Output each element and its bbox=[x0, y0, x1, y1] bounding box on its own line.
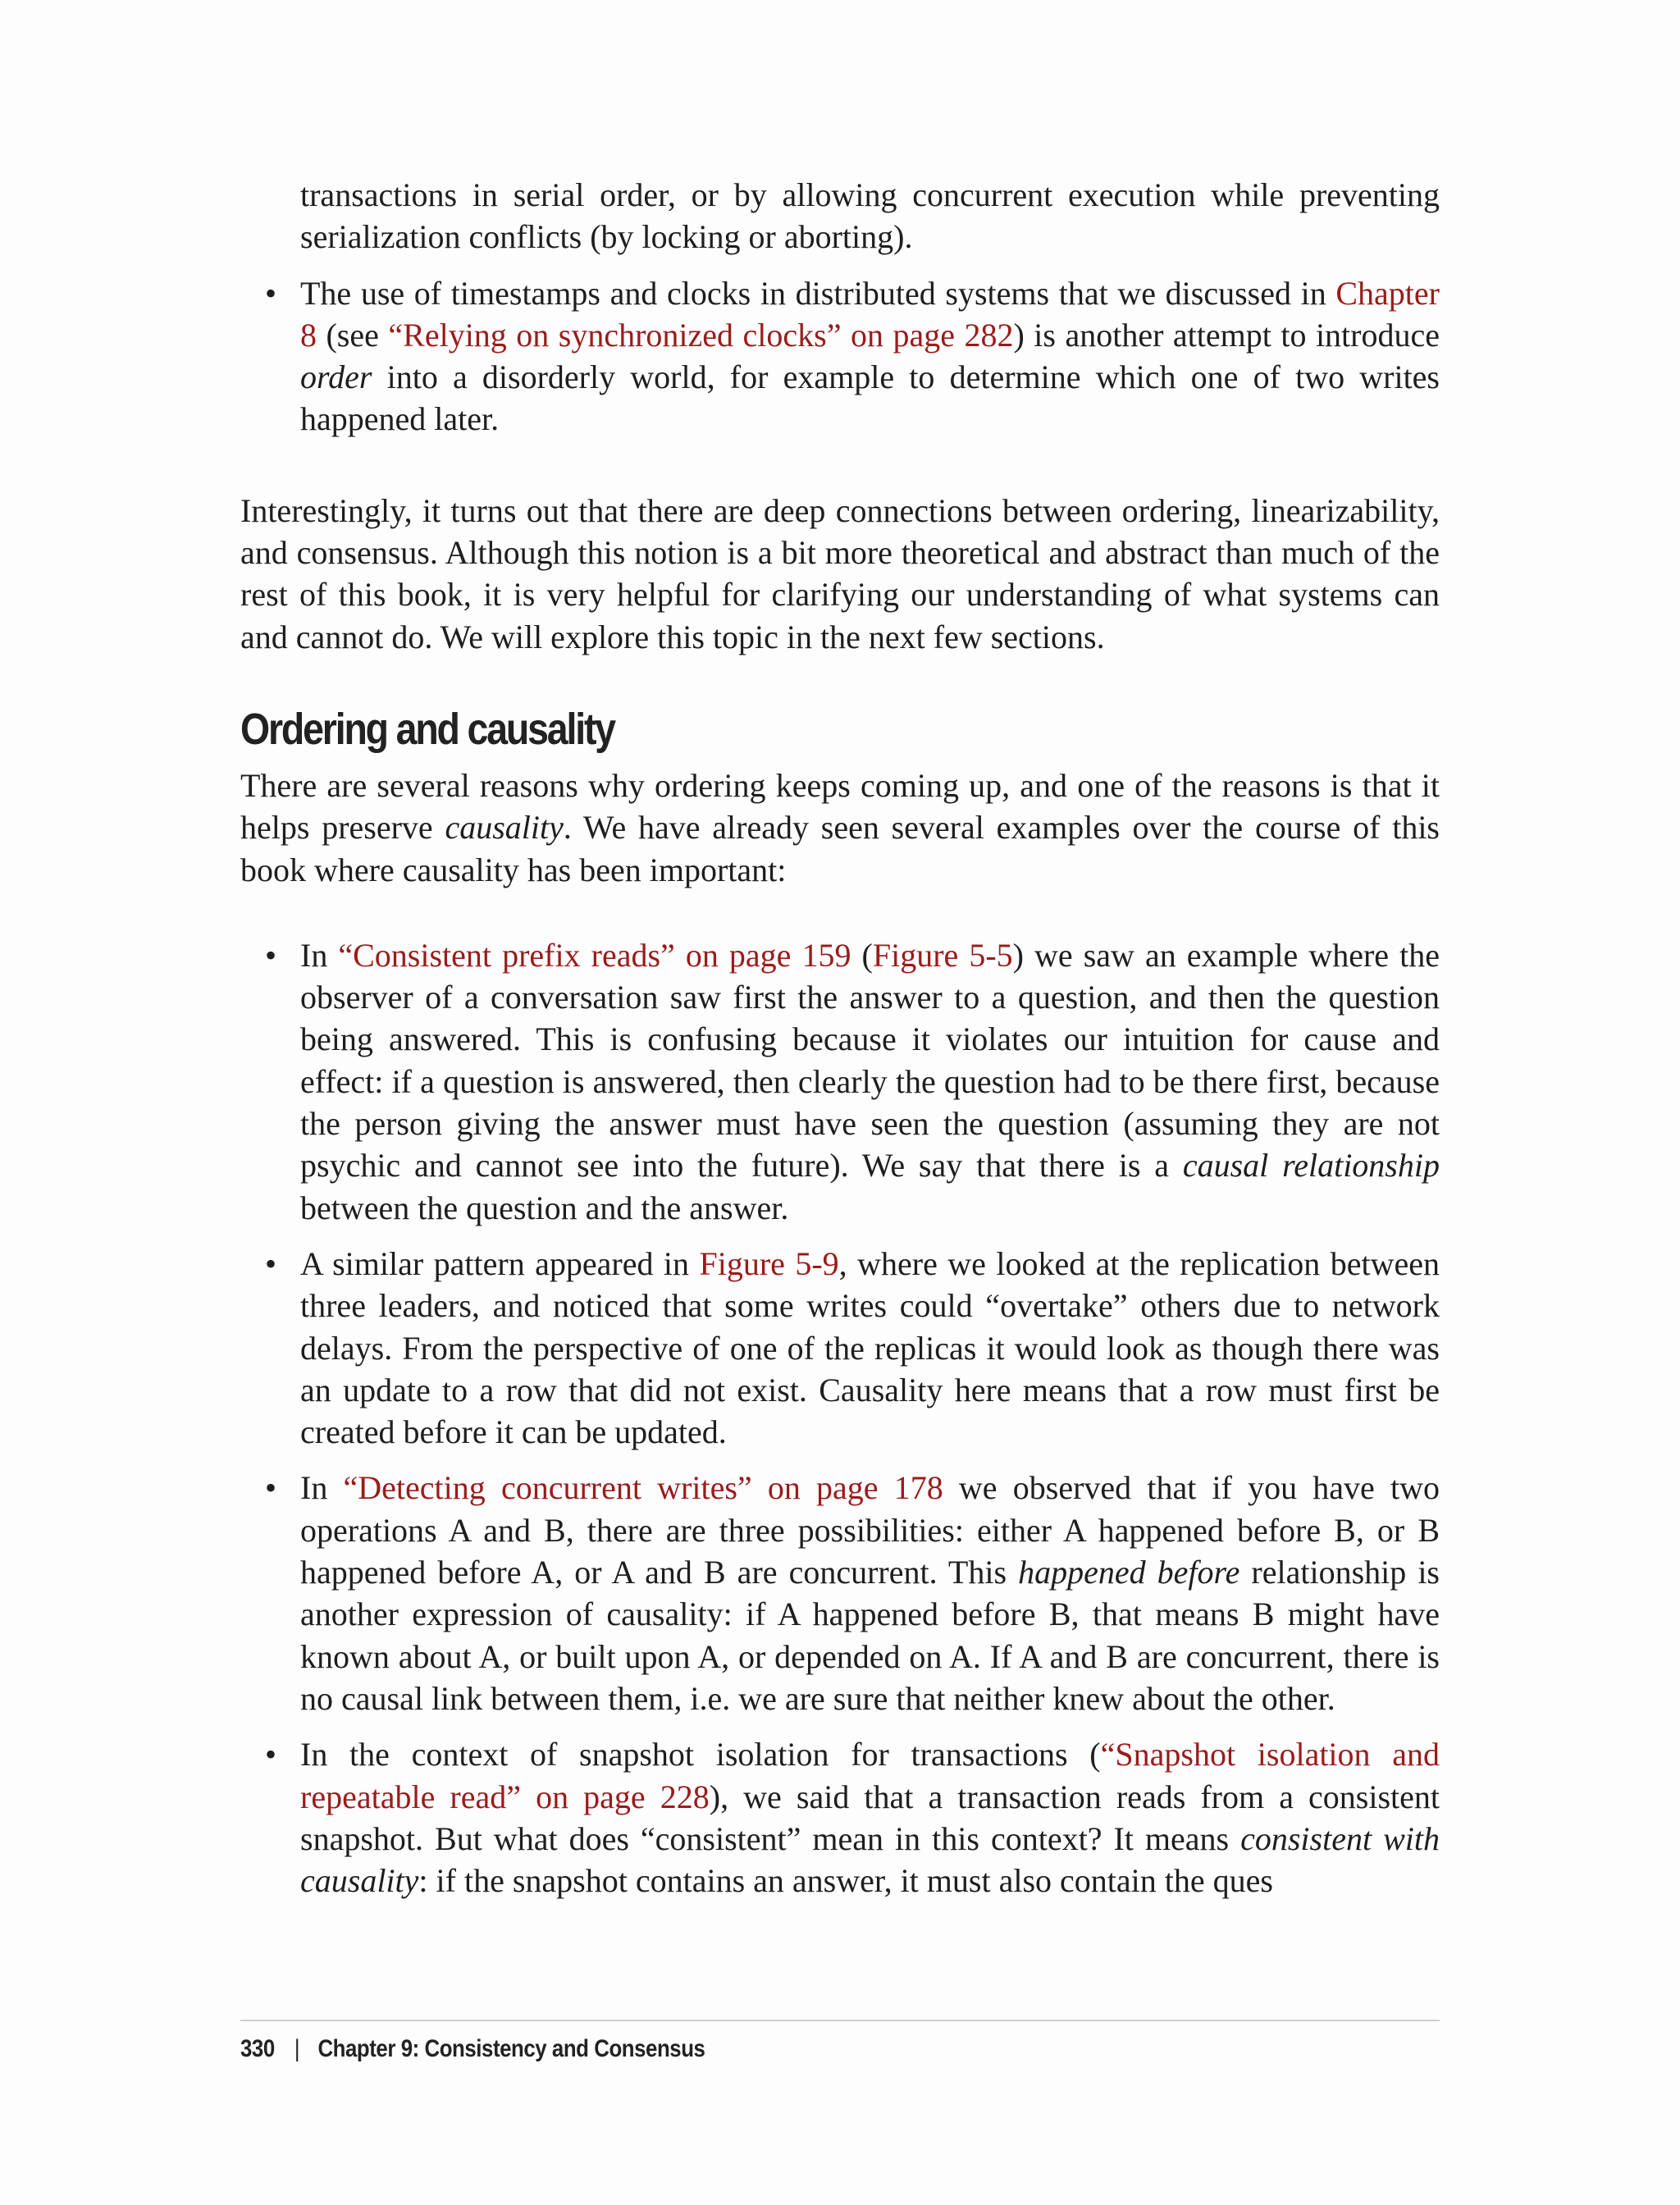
bullet-text: In the context of snapshot isolation for transactions (“Snapshot isolation and repeatable read” on page 228), we said that a transaction reads from a consistent snapshot. But what does “consistent” mean in this context? It means consistent with causality: if the snapshot contains an answer, it must also contain the ques bbox=[300, 1736, 1440, 1900]
section-heading: Ordering and causality bbox=[240, 704, 614, 754]
footer-divider bbox=[240, 2020, 1440, 2021]
figure-5-5-link[interactable]: Figure 5-5 bbox=[872, 936, 1013, 974]
page-footer bbox=[240, 2020, 1440, 2064]
bullet-list-top bbox=[240, 272, 1440, 441]
page-number: 330 bbox=[240, 2035, 275, 2062]
chapter-title: Chapter 9: Consistency and Consensus bbox=[317, 2035, 705, 2062]
continuation-paragraph: transactions in serial order, or by allowing concurrent execution while preventing serialization conflicts (by locking or aborting). bbox=[300, 176, 1440, 256]
paragraph-intro: There are several reasons why ordering keeps coming up, and one of the reasons is that it helps preserve causality. We have already seen several examples over the course of this book where causality has been important: bbox=[240, 766, 1440, 888]
list-item bbox=[240, 1243, 1440, 1453]
bullet-dot-icon: • bbox=[265, 1469, 277, 1507]
chapter-8-link[interactable]: Chapter 8 bbox=[300, 274, 1440, 354]
page-body bbox=[240, 174, 1440, 1901]
bullet-text: In “Detecting concurrent writes” on page 178 we observed that if you have two operations A and B, there are three possibilities: either A happened before B, or B happened before A, or A and B are concurrent. This happened before relationship is another expression of causality: if A happened before B, that means B might have known about A, or built upon A, or depended on A. If A and B are concurrent, there is no causal link between them, i.e. we are sure that neither knew about the other. bbox=[300, 1469, 1440, 1717]
bullet-list-causality bbox=[240, 934, 1440, 1902]
bullet-dot-icon: • bbox=[265, 936, 277, 974]
snapshot-isolation-link[interactable]: “Snapshot isolation and repeatable read” on page 228 bbox=[300, 1736, 1440, 1815]
bullet-dot-icon: • bbox=[265, 1244, 277, 1282]
figure-5-9-link[interactable]: Figure 5-9 bbox=[699, 1244, 839, 1282]
detecting-concurrent-writes-link[interactable]: “Detecting concurrent writes” on page 178 bbox=[343, 1469, 943, 1507]
list-item bbox=[240, 934, 1440, 1229]
list-item bbox=[240, 272, 1440, 441]
bullet-text: A similar pattern appeared in Figure 5-9, where we looked at the replication between three leaders, and noticed that some writes could “overtake” others due to network delays. From the perspective of one of the replicas it would look as though there was an update to a row that did not exist. Causality here means that a row must first be created before it can be updated. bbox=[300, 1244, 1440, 1451]
bullet-dot-icon: • bbox=[265, 1736, 277, 1774]
synchronized-clocks-link[interactable]: “Relying on synchronized clocks” on page 282 bbox=[388, 316, 1014, 354]
bullet-text: The use of timestamps and clocks in distributed systems that we discussed in Chapter 8 (see “Relying on synchronized clocks” on page 282) is another attempt to introduce order into a disorderly world, for example to determine which one of two writes happened later. bbox=[300, 274, 1440, 438]
footer-text bbox=[240, 2034, 1271, 2064]
consistent-prefix-reads-link[interactable]: “Consistent prefix reads” on page 159 bbox=[338, 936, 851, 974]
list-item bbox=[240, 1733, 1440, 1901]
bullet-text: In “Consistent prefix reads” on page 159 (Figure 5-5) we saw an example where the observer of a conversation saw first the answer to a question, and then the question being answered. This is confusing because it violates our intuition for cause and effect: if a question is answered, then clearly the question had to be there first, because the person giving the answer must have seen the question (assuming they are not psychic and cannot see into the future). We say that there is a causal relationship between the question and the answer. bbox=[300, 936, 1440, 1226]
footer-separator: | bbox=[294, 2035, 300, 2062]
bullet-dot-icon: • bbox=[265, 274, 277, 312]
paragraph-interestingly: Interestingly, it turns out that there are deep connections between ordering, linearizability, and consensus. Although this notion is a bit more theoretical and abstract than much of the rest of this book, it is very helpful for clarifying our understanding of what systems can and cannot do. We will explore this topic in the next few sections. bbox=[240, 491, 1440, 655]
list-item bbox=[240, 1467, 1440, 1719]
